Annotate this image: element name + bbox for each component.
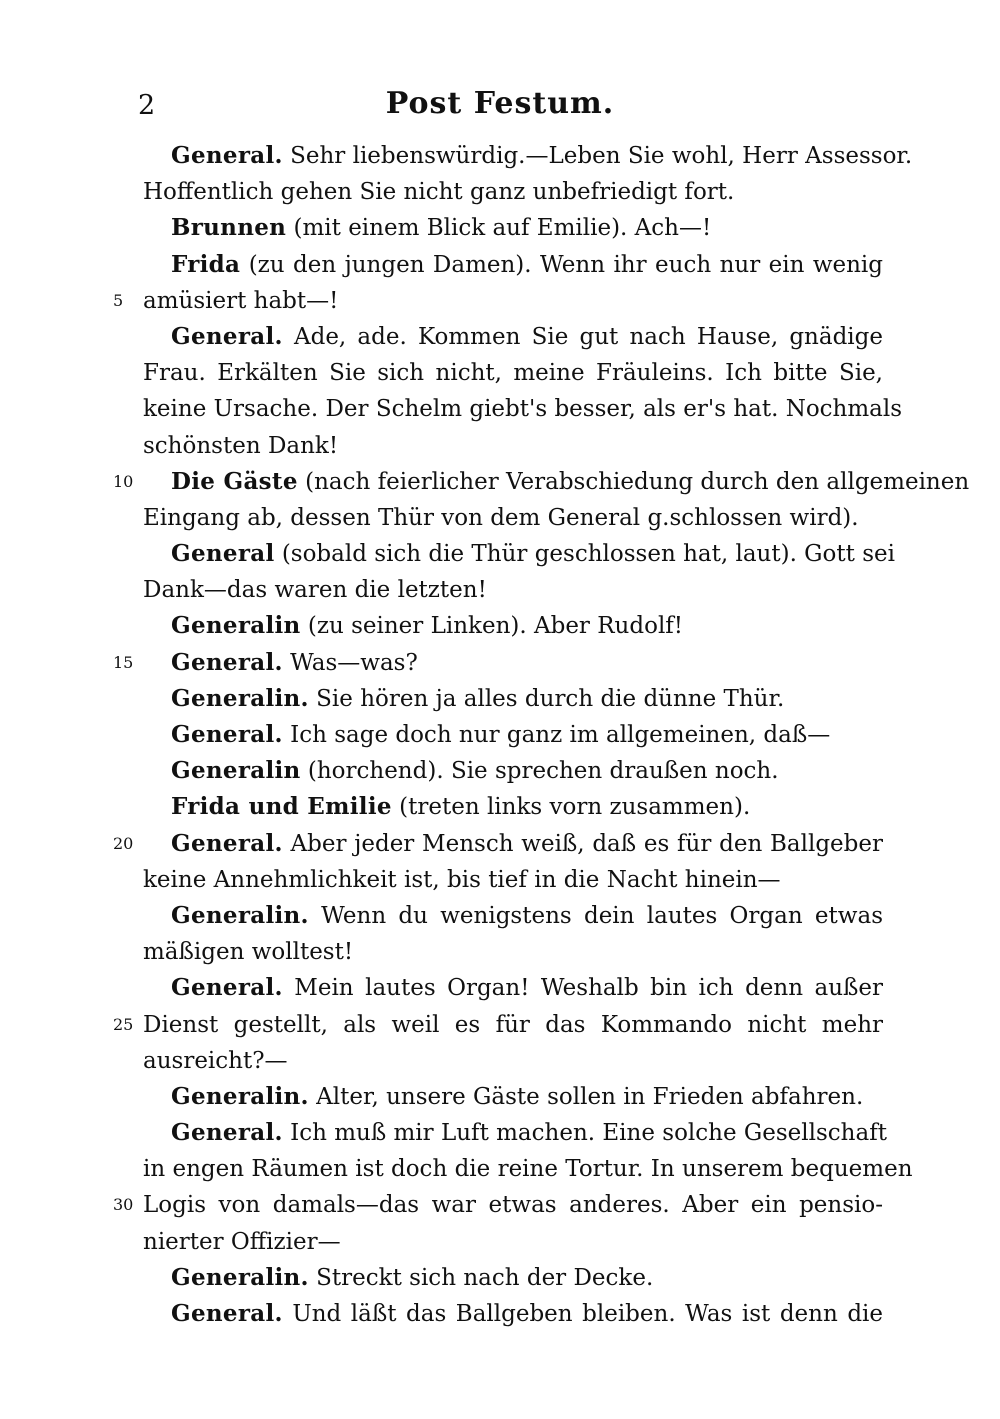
text-line (143, 391, 903, 427)
line-text: Logis von damals—das war etwas anderes. Aber ein pensio- (143, 1192, 883, 1219)
speaker-name: Brunnen (171, 214, 287, 242)
line-text: (horchend). Sie sprechen draußen noch. (307, 758, 779, 785)
text-line (113, 1007, 883, 1043)
page-number: 2 (138, 90, 156, 121)
speaker-name: General. (171, 322, 283, 350)
line-number: 5 (113, 290, 124, 310)
line-text: Dienst gestellt, als weil es für das Kommando nicht mehr (143, 1011, 883, 1038)
speaker-name: General (171, 540, 275, 568)
running-title: Post Festum. (385, 86, 615, 121)
line-text: (zu den jungen Damen). Wenn ihr euch nur ein wenig (248, 251, 884, 278)
text-line (113, 464, 970, 500)
line-text: (treten links vorn zusammen). (399, 794, 751, 821)
line-text: Was—was? (290, 649, 418, 676)
line-number: 20 (113, 833, 134, 853)
line-number: 10 (113, 471, 134, 491)
speaker-name: General. (171, 974, 283, 1002)
line-text: in engen Räumen ist doch die reine Tortur. In unserem bequemen (143, 1156, 913, 1183)
line-text: schönsten Dank! (143, 432, 339, 459)
line-text: Sie hören ja alles durch die dünne Thür. (316, 685, 785, 712)
text-line (143, 500, 883, 536)
line-text: Aber jeder Mensch weiß, daß es für den Ballgeber (290, 830, 883, 857)
text-line (143, 536, 895, 572)
line-text: Hoffentlich gehen Sie nicht ganz unbefriedigt fort. (143, 179, 735, 206)
text-line (143, 934, 883, 970)
text-line (113, 645, 883, 681)
speaker-name: General. (171, 721, 283, 748)
text-line (113, 826, 883, 862)
text-line (143, 319, 883, 355)
text-line (143, 753, 883, 789)
line-text: nierter Offizier— (143, 1228, 341, 1255)
line-text: Ich muß mir Luft machen. Eine solche Gesellschaft (290, 1120, 887, 1147)
text-line (113, 283, 883, 319)
speaker-name: Frida und Emilie (171, 793, 392, 821)
speaker-name: General. (171, 648, 283, 676)
text-line (143, 210, 883, 246)
text-line (143, 1260, 883, 1296)
text-line (143, 174, 883, 210)
text-line (143, 898, 883, 934)
speaker-name: Generalin. (171, 684, 309, 712)
text-line (143, 1224, 883, 1260)
text-line (143, 247, 883, 283)
line-text: Alter, unsere Gäste sollen in Frieden abfahren. (316, 1083, 864, 1110)
line-text: mäßigen wolltest! (143, 939, 354, 966)
speaker-name: Generalin (171, 612, 301, 640)
line-text: (zu seiner Linken). Aber Rudolf! (307, 613, 684, 640)
line-number: 15 (113, 652, 134, 672)
text-line (143, 1296, 883, 1332)
speaker-name: Generalin. (171, 901, 309, 929)
text-line (143, 789, 883, 825)
text-line (143, 138, 913, 174)
line-text: Und läßt das Ballgeben bleiben. Was ist denn die (292, 1301, 884, 1327)
speaker-name: Frida (171, 250, 241, 278)
line-number: 30 (113, 1195, 134, 1215)
line-text: Sehr liebenswürdig.—Leben Sie wohl, Herr Assessor. (290, 143, 913, 169)
speaker-name: General. (171, 829, 283, 857)
text-line (143, 1079, 883, 1115)
play-text (113, 138, 970, 1332)
line-text: Wenn du wenigstens dein lautes Organ etwas (321, 902, 883, 929)
text-line (143, 717, 883, 753)
line-text: Ade, ade. Kommen Sie gut nach Hause, gnädige (293, 323, 883, 350)
line-text: Dank—das waren die letzten! (143, 577, 487, 604)
text-line (113, 1187, 883, 1223)
text-line (143, 970, 883, 1006)
line-text: (nach feierlicher Verabschiedung durch den allgemeinen (305, 468, 970, 495)
line-text: (sobald sich die Thür geschlossen hat, laut). Gott sei (281, 541, 895, 568)
text-line (143, 681, 883, 717)
speaker-name: General. (171, 1119, 283, 1147)
line-text: Frau. Erkälten Sie sich nicht, meine Fräuleins. Ich bitte Sie, (143, 360, 883, 387)
text-line (143, 572, 883, 608)
line-text: keine Annehmlichkeit ist, bis tief in die Nacht hinein— (143, 866, 781, 893)
text-line (143, 355, 883, 391)
text-line (143, 1115, 887, 1151)
line-text: keine Ursache. Der Schelm giebt's besser, als er's hat. Nochmals (143, 396, 903, 423)
text-line (143, 1151, 913, 1187)
text-line (143, 428, 883, 464)
speaker-name: Generalin. (171, 1082, 309, 1110)
line-text: Eingang ab, dessen Thür von dem General g.schlossen wird). (143, 504, 859, 531)
speaker-name: General. (171, 1300, 283, 1327)
speaker-name: General. (171, 142, 283, 169)
line-text: (mit einem Blick auf Emilie). Ach—! (293, 215, 712, 242)
line-text: ausreicht?— (143, 1047, 288, 1074)
line-text: Mein lautes Organ! Weshalb bin ich denn außer (294, 975, 883, 1002)
line-text: Ich sage doch nur ganz im allgemeinen, daß— (290, 722, 831, 748)
speaker-name: Generalin (171, 757, 301, 785)
line-number: 25 (113, 1014, 134, 1034)
text-line (143, 608, 883, 644)
speaker-name: Die Gäste (171, 467, 298, 495)
text-line (143, 862, 883, 898)
text-line (143, 1043, 883, 1079)
speaker-name: Generalin. (171, 1263, 309, 1291)
line-text: Streckt sich nach der Decke. (316, 1264, 654, 1291)
line-text: amüsiert habt—! (143, 287, 339, 314)
